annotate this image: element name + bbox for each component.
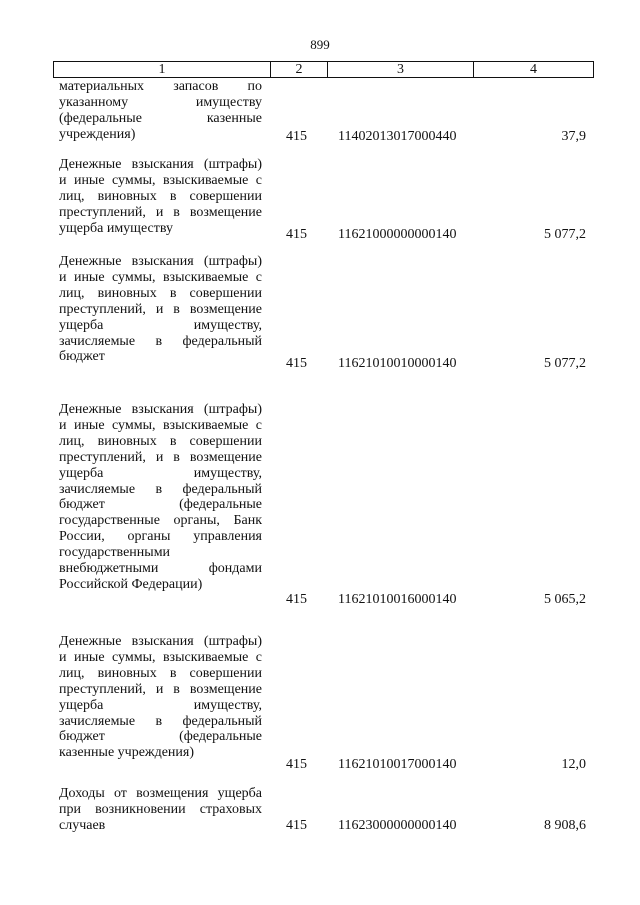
description-line: зачисляемые в федеральный: [59, 713, 262, 729]
amount: 5 077,2: [544, 356, 586, 371]
row-description: [59, 786, 262, 834]
description-line: государственные органы, Банк: [59, 513, 262, 529]
description-line: преступлений, и в возмещение: [59, 449, 262, 465]
description-line: бюджет: [59, 349, 105, 365]
budget-code: 11621000000000140: [338, 227, 457, 242]
description-line: ущерба имуществу: [59, 220, 173, 236]
description-line: при возникновении страховых: [59, 801, 262, 817]
row-description: [59, 254, 262, 365]
admin-code: 415: [286, 356, 307, 371]
description-line: зачисляемые в федеральный: [59, 333, 262, 349]
page-number: 899: [310, 37, 330, 52]
description-line: и иные суммы, взыскиваемые с: [59, 269, 262, 285]
description-line: Российской Федерации): [59, 576, 203, 592]
row-description: [59, 157, 262, 237]
description-line: (федеральные казенные: [59, 110, 262, 126]
header-col-2: 2: [270, 62, 327, 77]
row-description: [59, 79, 262, 143]
description-line: преступлений, и в возмещение: [59, 301, 262, 317]
admin-code: 415: [286, 757, 307, 772]
description-line: зачисляемые в федеральный: [59, 481, 262, 497]
row-description: [59, 634, 262, 761]
description-line: России, органы управления: [59, 529, 262, 545]
admin-code: 415: [286, 818, 307, 833]
description-line: внебюджетными фондами: [59, 561, 262, 577]
description-line: случаев: [59, 817, 106, 833]
description-line: Денежные взыскания (штрафы): [59, 402, 262, 417]
budget-code: 11621010010000140: [338, 356, 457, 371]
amount: 12,0: [561, 757, 586, 772]
description-line: ущерба имуществу,: [59, 317, 262, 333]
budget-code: 11402013017000440: [338, 129, 457, 144]
description-line: преступлений, и в возмещение: [59, 681, 262, 697]
table-header: [53, 61, 594, 78]
description-line: Денежные взыскания (штрафы): [59, 634, 262, 649]
amount: 8 908,6: [544, 818, 586, 833]
header-col-3: 3: [327, 62, 473, 77]
description-line: учреждения): [59, 126, 136, 142]
description-line: государственными: [59, 545, 171, 561]
admin-code: 415: [286, 227, 307, 242]
description-line: лиц, виновных в совершении: [59, 433, 262, 449]
budget-code: 11621010017000140: [338, 757, 457, 772]
description-line: лиц, виновных в совершении: [59, 665, 262, 681]
description-line: лиц, виновных в совершении: [59, 188, 262, 204]
description-line: казенные учреждения): [59, 745, 195, 761]
amount: 37,9: [561, 129, 586, 144]
description-line: и иные суммы, взыскиваемые с: [59, 172, 262, 188]
budget-code: 11621010016000140: [338, 592, 457, 607]
amount: 5 065,2: [544, 592, 586, 607]
description-line: и иные суммы, взыскиваемые с: [59, 417, 262, 433]
description-line: ущерба имуществу,: [59, 465, 262, 481]
description-line: преступлений, и в возмещение: [59, 204, 262, 220]
row-description: [59, 402, 262, 593]
header-col-4: 4: [473, 62, 593, 77]
header-col-1: 1: [158, 62, 166, 77]
description-line: Денежные взыскания (штрафы): [59, 157, 262, 172]
description-line: бюджет (федеральные: [59, 497, 262, 513]
description-line: лиц, виновных в совершении: [59, 285, 262, 301]
admin-code: 415: [286, 129, 307, 144]
description-line: Доходы от возмещения ущерба: [59, 786, 262, 801]
description-line: ущерба имуществу,: [59, 697, 262, 713]
description-line: материальных запасов по: [59, 79, 262, 94]
admin-code: 415: [286, 592, 307, 607]
description-line: бюджет (федеральные: [59, 729, 262, 745]
description-line: указанному имуществу: [59, 94, 262, 110]
amount: 5 077,2: [544, 227, 586, 242]
budget-code: 11623000000000140: [338, 818, 457, 833]
description-line: Денежные взыскания (штрафы): [59, 254, 262, 269]
description-line: и иные суммы, взыскиваемые с: [59, 649, 262, 665]
